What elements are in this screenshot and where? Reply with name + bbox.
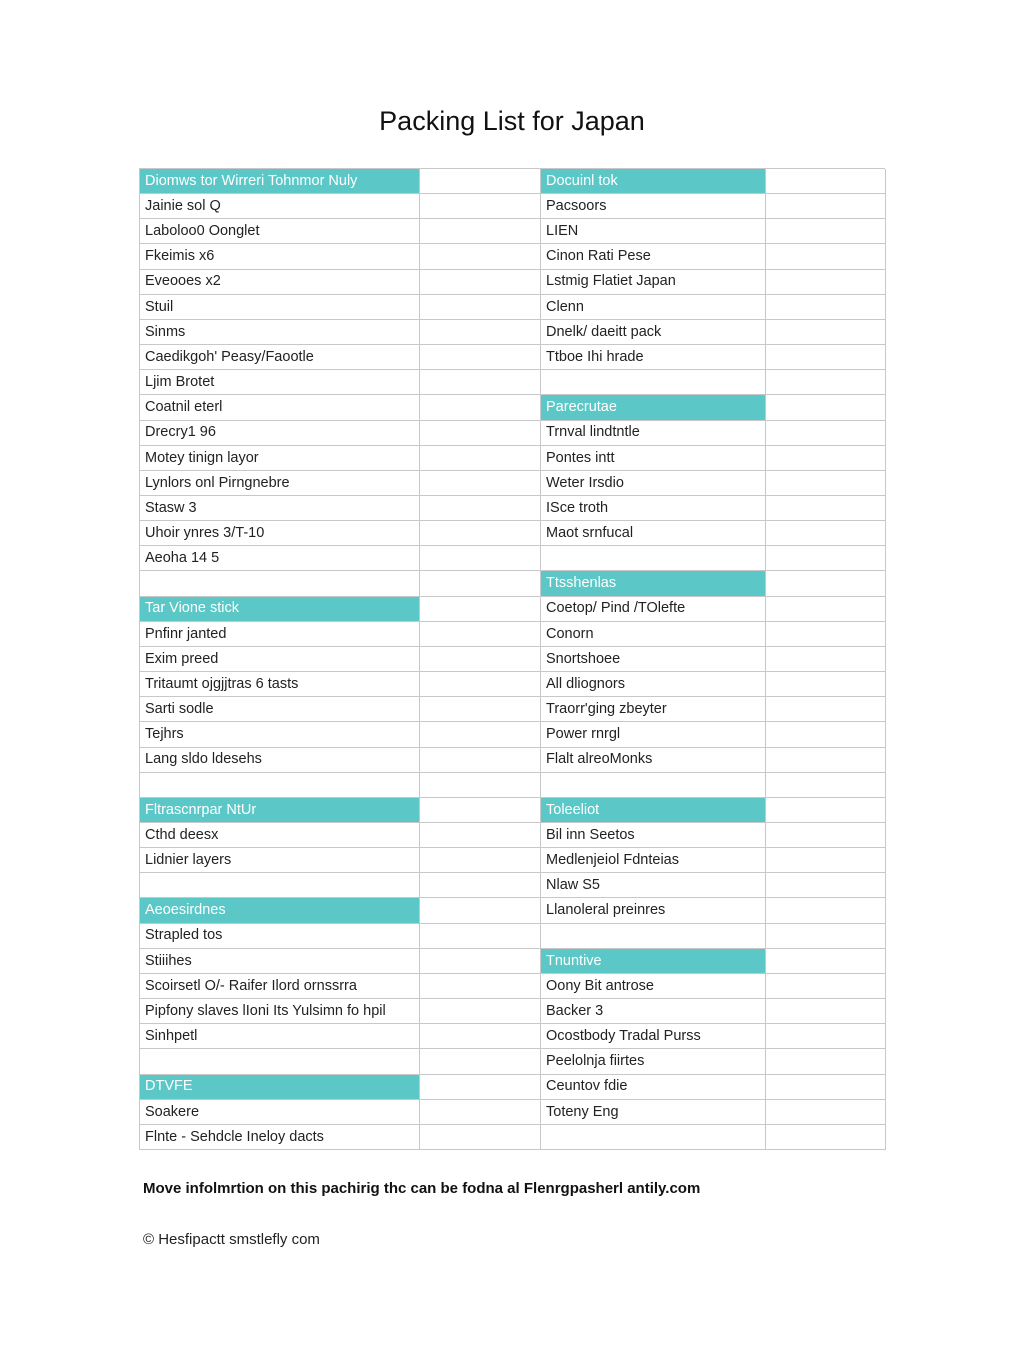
check-cell [766, 1049, 886, 1074]
check-cell [766, 773, 886, 798]
list-item [140, 873, 420, 898]
check-cell [766, 1125, 886, 1150]
check-cell [766, 873, 886, 898]
check-cell [420, 244, 541, 269]
check-cell [766, 672, 886, 697]
check-cell [766, 823, 886, 848]
list-item: Ocostbody Tradal Purss [541, 1024, 766, 1049]
check-cell [766, 924, 886, 949]
list-item: Conorn [541, 622, 766, 647]
check-cell [766, 521, 886, 546]
list-item: Flnte - Sehdcle Ineloy dacts [140, 1125, 420, 1150]
section-header: Docuinl tok [541, 169, 766, 194]
check-cell [766, 1100, 886, 1125]
check-cell [766, 848, 886, 873]
list-item [541, 773, 766, 798]
check-cell [420, 974, 541, 999]
list-item: Weter Irsdio [541, 471, 766, 496]
list-item [140, 773, 420, 798]
check-cell [420, 1049, 541, 1074]
check-cell [420, 320, 541, 345]
list-item: Nlaw S5 [541, 873, 766, 898]
check-cell [420, 949, 541, 974]
check-cell [766, 345, 886, 370]
list-item: Trnval lindtntle [541, 421, 766, 446]
list-item [541, 1125, 766, 1150]
check-cell [420, 370, 541, 395]
list-item: Power rnrgl [541, 722, 766, 747]
check-cell [766, 597, 886, 622]
check-cell [420, 219, 541, 244]
check-cell [766, 219, 886, 244]
list-item: Ceuntov fdie [541, 1075, 766, 1100]
check-cell [766, 949, 886, 974]
check-cell [420, 798, 541, 823]
list-item: Uhoir ynres 3/T-10 [140, 521, 420, 546]
list-item: Sinhpetl [140, 1024, 420, 1049]
check-cell [766, 270, 886, 295]
copyright: © Hesfipactt smstlefly com [143, 1231, 320, 1248]
list-item: Exim preed [140, 647, 420, 672]
check-cell [766, 722, 886, 747]
check-cell [420, 395, 541, 420]
list-item: Backer 3 [541, 999, 766, 1024]
footnote: Move infolmrtion on this pachirig thc can be fodna al Flenrgpasherl antily.com [143, 1180, 701, 1197]
check-cell [766, 1075, 886, 1100]
check-cell [766, 395, 886, 420]
list-item: Aeoha 14 5 [140, 546, 420, 571]
check-cell [420, 1024, 541, 1049]
list-item: Caedikgoh' Peasy/Faootle [140, 345, 420, 370]
check-cell [420, 571, 541, 596]
check-cell [766, 244, 886, 269]
list-item [140, 571, 420, 596]
list-item: Fkeimis x6 [140, 244, 420, 269]
list-item: LIEN [541, 219, 766, 244]
check-cell [420, 924, 541, 949]
list-item: Cinon Rati Pese [541, 244, 766, 269]
list-item: Lang sldo ldesehs [140, 748, 420, 773]
list-item: Ljim Brotet [140, 370, 420, 395]
list-item: Motey tinign layor [140, 446, 420, 471]
list-item: Sarti sodle [140, 697, 420, 722]
check-cell [420, 169, 541, 194]
list-item: Stiiihes [140, 949, 420, 974]
check-cell [420, 748, 541, 773]
list-item: Flalt alreoMonks [541, 748, 766, 773]
list-item: Scoirsetl O/- Raifer Ilord ornssrra [140, 974, 420, 999]
list-item: Stasw 3 [140, 496, 420, 521]
check-cell [766, 370, 886, 395]
check-cell [420, 421, 541, 446]
list-item: ISce troth [541, 496, 766, 521]
check-cell [766, 295, 886, 320]
check-cell [420, 446, 541, 471]
check-cell [420, 270, 541, 295]
check-cell [766, 622, 886, 647]
list-item [541, 370, 766, 395]
section-header: Aeoesirdnes [140, 898, 420, 923]
section-header: DTVFE [140, 1075, 420, 1100]
check-cell [766, 748, 886, 773]
section-header: Parecrutae [541, 395, 766, 420]
check-cell [420, 521, 541, 546]
list-item: Traorr'ging zbeyter [541, 697, 766, 722]
check-cell [420, 722, 541, 747]
check-cell [766, 169, 886, 194]
list-item: Strapled tos [140, 924, 420, 949]
list-item [541, 546, 766, 571]
check-cell [420, 848, 541, 873]
check-cell [420, 1075, 541, 1100]
check-cell [420, 546, 541, 571]
list-item [541, 924, 766, 949]
list-item: Llanoleral preinres [541, 898, 766, 923]
check-cell [766, 571, 886, 596]
list-item: Jainie sol Q [140, 194, 420, 219]
check-cell [420, 647, 541, 672]
check-cell [420, 1125, 541, 1150]
page-title: Packing List for Japan [379, 106, 645, 136]
list-item: All dliognors [541, 672, 766, 697]
check-cell [766, 446, 886, 471]
check-cell [420, 622, 541, 647]
list-item: Drecry1 96 [140, 421, 420, 446]
list-item [140, 1049, 420, 1074]
check-cell [420, 295, 541, 320]
list-item: Stuil [140, 295, 420, 320]
check-cell [766, 697, 886, 722]
check-cell [420, 697, 541, 722]
check-cell [420, 773, 541, 798]
list-item: Ttboe Ihi hrade [541, 345, 766, 370]
section-header: Fltrascnrpar NtUr [140, 798, 420, 823]
list-item: Maot srnfucal [541, 521, 766, 546]
list-item: Cthd deesx [140, 823, 420, 848]
list-item: Pacsoors [541, 194, 766, 219]
list-item: Pontes intt [541, 446, 766, 471]
check-cell [420, 999, 541, 1024]
list-item: Medlenjeiol Fdnteias [541, 848, 766, 873]
list-item: Laboloo0 Oonglet [140, 219, 420, 244]
check-cell [766, 496, 886, 521]
check-cell [766, 421, 886, 446]
list-item: Dnelk/ daeitt pack [541, 320, 766, 345]
check-cell [766, 546, 886, 571]
list-item: Lstmig Flatiet Japan [541, 270, 766, 295]
section-header: Ttsshenlas [541, 571, 766, 596]
check-cell [420, 898, 541, 923]
list-item: Clenn [541, 295, 766, 320]
section-header: Diomws tor Wirreri Tohnmor Nuly [140, 169, 420, 194]
check-cell [766, 898, 886, 923]
list-item: Soakere [140, 1100, 420, 1125]
list-item: Lynlors onl Pirngnebre [140, 471, 420, 496]
check-cell [420, 496, 541, 521]
check-cell [766, 647, 886, 672]
section-header: Tar Vione stick [140, 597, 420, 622]
section-header: Toleeliot [541, 798, 766, 823]
list-item: Snortshoee [541, 647, 766, 672]
list-item: Coetop/ Pind /TOlefte [541, 597, 766, 622]
list-item: Tejhrs [140, 722, 420, 747]
check-cell [766, 798, 886, 823]
check-cell [766, 194, 886, 219]
list-item: Oony Bit antrose [541, 974, 766, 999]
check-cell [420, 345, 541, 370]
check-cell [766, 471, 886, 496]
check-cell [420, 873, 541, 898]
list-item: Toteny Eng [541, 1100, 766, 1125]
check-cell [766, 999, 886, 1024]
check-cell [766, 1024, 886, 1049]
list-item: Pnfinr janted [140, 622, 420, 647]
check-cell [766, 320, 886, 345]
list-item: Coatnil eterl [140, 395, 420, 420]
check-cell [420, 823, 541, 848]
check-cell [420, 672, 541, 697]
section-header: Tnuntive [541, 949, 766, 974]
list-item: Eveooes x2 [140, 270, 420, 295]
list-item: Tritaumt ojgjjtras 6 tasts [140, 672, 420, 697]
list-item: Bil inn Seetos [541, 823, 766, 848]
check-cell [420, 194, 541, 219]
check-cell [420, 1100, 541, 1125]
check-cell [766, 974, 886, 999]
check-cell [420, 597, 541, 622]
list-item: Lidnier layers [140, 848, 420, 873]
list-item: Sinms [140, 320, 420, 345]
list-item: Peelolnja fiirtes [541, 1049, 766, 1074]
packing-table [139, 168, 885, 1150]
check-cell [420, 471, 541, 496]
list-item: Pipfony slaves lIoni Its Yulsimn fo hpil [140, 999, 420, 1024]
